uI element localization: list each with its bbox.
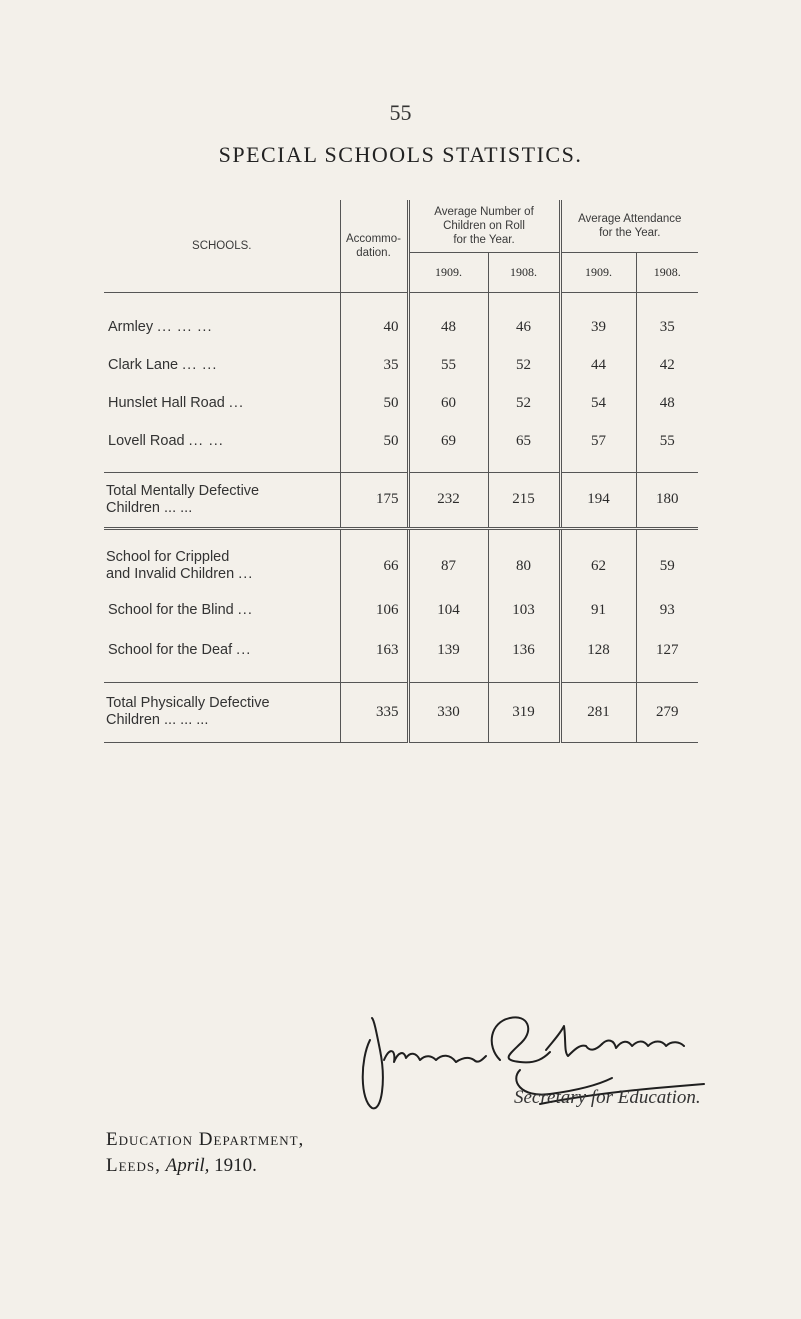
header-year-roll-1908: 1908. <box>488 252 560 292</box>
row-att-1908: 59 <box>636 542 698 590</box>
row-accommodation: 50 <box>340 384 408 422</box>
total-mental-att-1909: 194 <box>560 472 636 528</box>
footer-address <box>106 1127 304 1179</box>
header-accommodation-line2: dation. <box>356 246 391 259</box>
row-att-1909: 62 <box>560 542 636 590</box>
row-accommodation: 35 <box>340 346 408 384</box>
header-year-roll-1909: 1909. <box>408 252 488 292</box>
header-accommodation-line1: Accommo- <box>346 232 401 245</box>
total-physical-row <box>104 682 698 742</box>
row-school-name: School for the Deaf ... <box>108 642 252 658</box>
row-roll-1909: 139 <box>408 630 488 670</box>
row-accommodation: 40 <box>340 308 408 346</box>
page-number: 55 <box>389 100 412 125</box>
row-att-1909: 91 <box>560 590 636 630</box>
table-row <box>104 542 698 590</box>
table-row <box>104 384 698 422</box>
statistics-table <box>104 200 698 743</box>
row-att-1909: 57 <box>560 422 636 460</box>
header-year-att-1908: 1908. <box>636 252 698 292</box>
row-school-name-line2: and Invalid Children ... <box>106 566 254 582</box>
header-avg-roll-line1: Average Number of <box>434 205 534 218</box>
header-average-roll <box>408 200 560 252</box>
total-mental-label-line2: Children ... ... <box>106 499 193 516</box>
total-mental-row <box>104 472 698 528</box>
total-physical-roll-1908: 319 <box>488 682 560 742</box>
header-avg-att-line1: Average Attendance <box>578 212 682 225</box>
total-mental-att-1908: 180 <box>636 472 698 528</box>
total-physical-label-line2: Children ... ... ... <box>106 712 209 728</box>
row-school-name: Clark Lane ... ... <box>108 357 218 373</box>
header-year-att-1909: 1909. <box>560 252 636 292</box>
row-accommodation: 50 <box>340 422 408 460</box>
row-roll-1908: 103 <box>488 590 560 630</box>
row-roll-1908: 46 <box>488 308 560 346</box>
row-roll-1909: 69 <box>408 422 488 460</box>
row-school-name <box>104 542 340 590</box>
total-mental-roll-1909: 232 <box>408 472 488 528</box>
row-roll-1908: 52 <box>488 346 560 384</box>
header-accommodation <box>340 200 408 292</box>
footer-place: Leeds, <box>106 1155 161 1176</box>
statistics-table-wrap <box>104 200 698 743</box>
row-att-1909: 54 <box>560 384 636 422</box>
row-att-1908: 127 <box>636 630 698 670</box>
row-att-1908: 48 <box>636 384 698 422</box>
total-physical-label <box>104 682 340 742</box>
total-mental-label-line1: Total Mentally Defective <box>106 482 260 499</box>
row-att-1908: 35 <box>636 308 698 346</box>
footer-place-date <box>106 1153 304 1179</box>
header-schools <box>104 200 340 292</box>
row-school-name: Armley ... ... ... <box>108 319 213 335</box>
row-roll-1908: 52 <box>488 384 560 422</box>
table-row <box>104 308 698 346</box>
row-att-1908: 93 <box>636 590 698 630</box>
row-school-name: Hunslet Hall Road ... <box>108 395 244 411</box>
total-physical-label-line1: Total Physically Defective <box>106 695 270 711</box>
total-physical-att-1908: 279 <box>636 682 698 742</box>
row-roll-1908: 80 <box>488 542 560 590</box>
total-physical-accommodation: 335 <box>340 682 408 742</box>
row-roll-1908: 136 <box>488 630 560 670</box>
document-title: SPECIAL SCHOOLS STATISTICS. <box>218 142 583 167</box>
row-att-1909: 39 <box>560 308 636 346</box>
header-schools-label: SCHOOLS. <box>192 239 252 252</box>
total-mental-accommodation: 175 <box>340 472 408 528</box>
footer-department: Education Department, <box>106 1129 305 1150</box>
row-roll-1908: 65 <box>488 422 560 460</box>
header-average-attendance <box>560 200 698 252</box>
footer-month: April, <box>165 1155 210 1176</box>
row-roll-1909: 60 <box>408 384 488 422</box>
row-roll-1909: 87 <box>408 542 488 590</box>
row-accommodation: 163 <box>340 630 408 670</box>
header-avg-roll-line2: Children on Roll <box>443 219 525 232</box>
table-row <box>104 590 698 630</box>
row-school-name-line1: School for Crippled <box>106 549 230 565</box>
total-physical-att-1909: 281 <box>560 682 636 742</box>
row-roll-1909: 55 <box>408 346 488 384</box>
row-att-1909: 44 <box>560 346 636 384</box>
row-roll-1909: 48 <box>408 308 488 346</box>
table-row <box>104 630 698 670</box>
row-att-1908: 55 <box>636 422 698 460</box>
total-physical-roll-1909: 330 <box>408 682 488 742</box>
row-att-1909: 128 <box>560 630 636 670</box>
table-row <box>104 346 698 384</box>
row-att-1908: 42 <box>636 346 698 384</box>
row-school-name: Lovell Road ... ... <box>108 433 224 449</box>
row-accommodation: 106 <box>340 590 408 630</box>
footer-year: 1910. <box>214 1155 257 1176</box>
total-mental-roll-1908: 215 <box>488 472 560 528</box>
header-avg-roll-line3: for the Year. <box>453 233 515 246</box>
header-avg-att-line2: for the Year. <box>599 226 661 239</box>
secretary-title: Secretary for Education. <box>514 1087 701 1108</box>
row-school-name: School for the Blind ... <box>108 602 253 618</box>
total-mental-label <box>104 472 340 528</box>
row-accommodation: 66 <box>340 542 408 590</box>
table-row <box>104 422 698 460</box>
row-roll-1909: 104 <box>408 590 488 630</box>
